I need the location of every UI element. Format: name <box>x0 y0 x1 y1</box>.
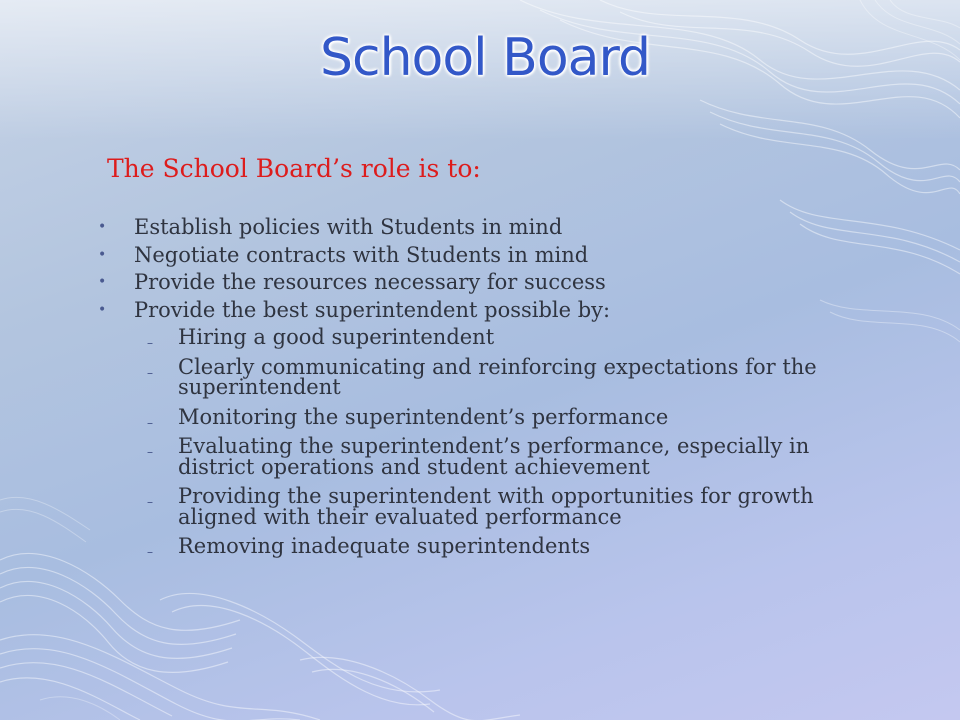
sub-bullet-text: Evaluating the superintendent’s performance, especially in district operations and student achievement <box>178 434 810 479</box>
sub-bullet-text: Monitoring the superintendent’s performance <box>178 404 669 429</box>
sub-bullet-item <box>96 327 856 348</box>
sub-bullet-item <box>96 404 856 430</box>
sub-bullet-item <box>96 354 856 399</box>
sub-bullet-text: Providing the superintendent with opportunities for growth aligned with their evaluated performance <box>178 484 814 529</box>
bullet-text: Provide the best superintendent possible by: <box>134 297 611 322</box>
slide-title: School Board <box>320 28 650 88</box>
dash-icon: – <box>147 545 153 559</box>
sub-bullet-item <box>96 486 856 527</box>
bullet-item <box>96 297 856 325</box>
bullet-icon: • <box>98 219 107 235</box>
sub-bullet-text: Removing inadequate superintendents <box>178 534 591 558</box>
dash-icon: – <box>147 445 153 459</box>
sub-bullet-text: Clearly communicating and reinforcing expectations for the superintendent <box>178 354 817 399</box>
bullet-item <box>96 269 856 297</box>
bullet-icon: • <box>98 246 107 263</box>
dash-icon: – <box>147 495 153 509</box>
bullet-text: Provide the resources necessary for success <box>134 270 606 294</box>
bullet-text: Establish policies with Students in mind <box>134 215 563 239</box>
bullet-icon: • <box>98 301 107 318</box>
bullet-icon: • <box>98 274 107 290</box>
bullet-item <box>96 242 856 270</box>
sub-bullet-text: Hiring a good superintendent <box>178 325 495 349</box>
dash-icon: – <box>147 415 153 430</box>
bullet-item <box>96 214 856 242</box>
sub-bullet-item <box>96 436 856 477</box>
bullet-text: Negotiate contracts with Students in mind <box>134 242 589 267</box>
sub-bullet-item <box>96 536 856 557</box>
slide-subtitle: The School Board’s role is to: <box>107 154 481 183</box>
bullet-list <box>96 214 856 566</box>
dash-icon: – <box>147 365 153 380</box>
dash-icon: – <box>147 336 153 350</box>
